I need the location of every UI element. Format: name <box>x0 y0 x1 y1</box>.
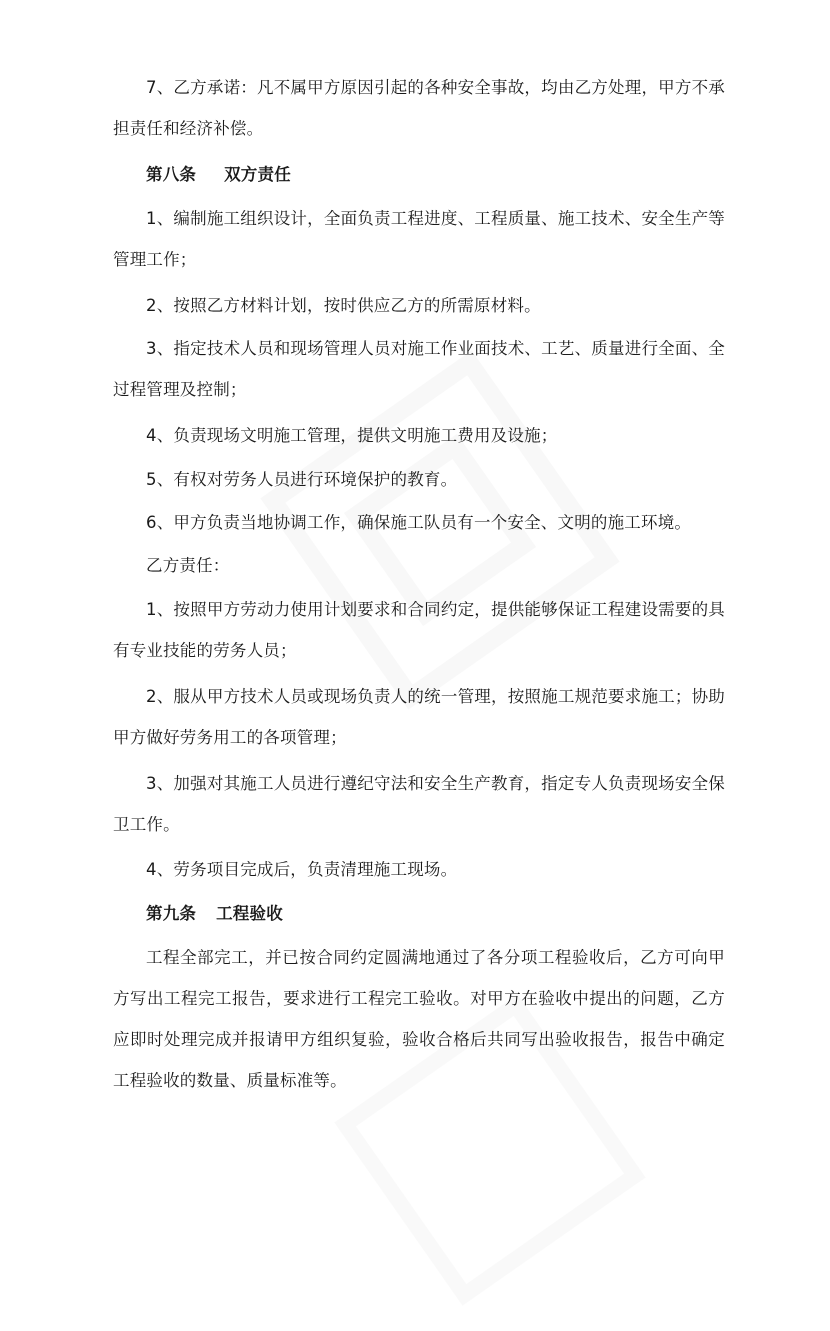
party-a-item-3: 3、指定技术人员和现场管理人员对施工作业面技术、工艺、质量进行全面、全过程管理及控制； <box>113 339 725 399</box>
article-9-title: 工程验收 <box>216 904 283 923</box>
article-8-heading <box>146 154 291 195</box>
article-9-heading <box>146 893 283 934</box>
party-b-item-2: 2、服从甲方技术人员或现场负责人的统一管理，按照施工规范要求施工；协助甲方做好劳务用工的各项管理； <box>113 687 725 747</box>
article-8-number: 第八条 <box>146 165 197 184</box>
party-b-item-3: 3、加强对其施工人员进行遵纪守法和安全生产教育，指定专人负责现场安全保卫工作。 <box>113 774 725 834</box>
article-9-number: 第九条 <box>146 904 197 923</box>
party-b-item-1: 1、按照甲方劳动力使用计划要求和合同约定，提供能够保证工程建设需要的具有专业技能的劳务人员； <box>113 600 725 660</box>
paragraph-item-7: 7、乙方承诺：凡不属甲方原因引起的各种安全事故，均由乙方处理，甲方不承担责任和经济补偿。 <box>113 78 725 138</box>
article-9-body: 工程全部完工，并已按合同约定圆满地通过了各分项工程验收后，乙方可向甲方写出工程完工报告，要求进行工程完工验收。对甲方在验收中提出的问题，乙方应即时处理完成并报请甲方组织复验，验收合格后共同写出验收报告，报告中确定工程验收的数量、质量标准等。 <box>113 948 725 1090</box>
party-a-item-2: 2、按照乙方材料计划，按时供应乙方的所需原材料。 <box>146 296 541 315</box>
party-a-item-5: 5、有权对劳务人员进行环境保护的教育。 <box>146 470 458 489</box>
party-a-item-6: 6、甲方负责当地协调工作，确保施工队员有一个安全、文明的施工环境。 <box>146 513 692 532</box>
party-b-heading: 乙方责任： <box>146 556 230 575</box>
party-a-item-4: 4、负责现场文明施工管理，提供文明施工费用及设施； <box>146 426 558 445</box>
article-8-title: 双方责任 <box>224 165 291 184</box>
party-b-item-4: 4、劳务项目完成后，负责清理施工现场。 <box>146 860 458 879</box>
party-a-item-1: 1、编制施工组织设计，全面负责工程进度、工程质量、施工技术、安全生产等管理工作； <box>113 209 725 269</box>
